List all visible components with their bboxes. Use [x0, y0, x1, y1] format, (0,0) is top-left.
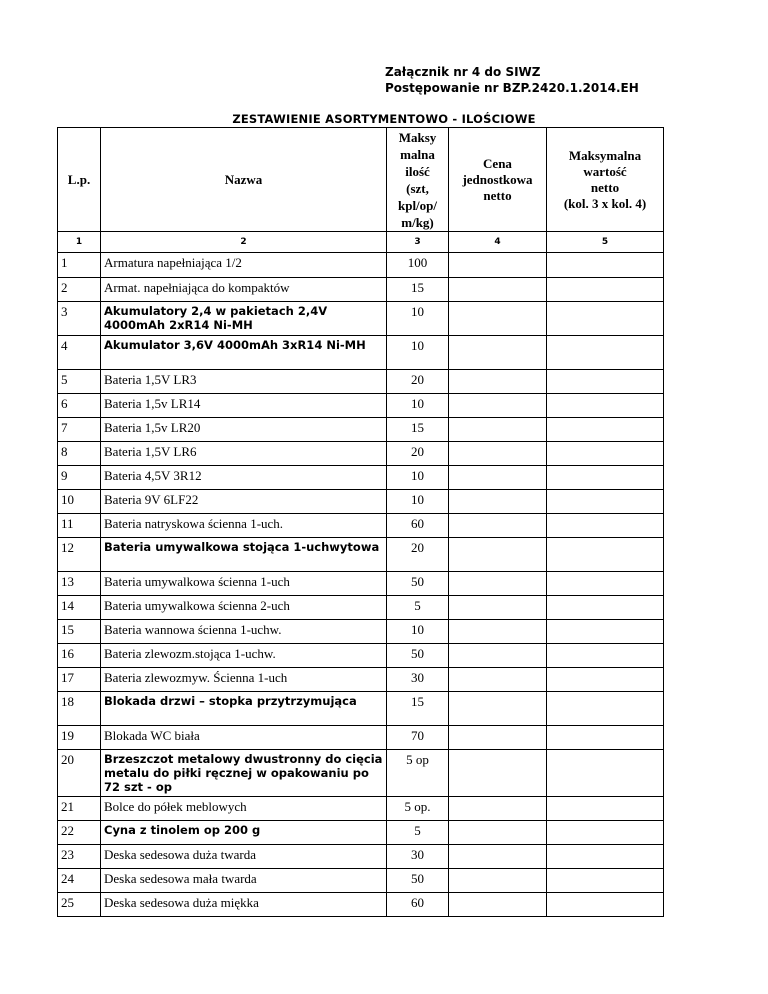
col-header-value-line: (kol. 3 x kol. 4) — [563, 195, 647, 211]
cell-name: Bateria 9V 6LF22 — [101, 490, 387, 514]
col-header-price — [449, 128, 547, 232]
cell-value — [547, 302, 664, 336]
col-header-qty-line: ilość — [405, 163, 430, 179]
cell-price — [449, 278, 547, 302]
cell-price — [449, 893, 547, 917]
cell-value — [547, 644, 664, 668]
cell-qty: 20 — [387, 370, 449, 394]
cell-price — [449, 726, 547, 750]
cell-price — [449, 596, 547, 620]
col-header-qty-line: malna — [400, 146, 435, 162]
cell-qty: 30 — [387, 845, 449, 869]
table-row — [58, 620, 664, 644]
cell-price — [449, 442, 547, 466]
col-header-value-line: Maksymalna wartość — [568, 147, 642, 179]
cell-value — [547, 538, 664, 572]
col-header-qty — [387, 128, 449, 232]
cell-qty: 70 — [387, 726, 449, 750]
cell-value — [547, 692, 664, 726]
cell-name: Armatura napełniająca 1/2 — [101, 253, 387, 278]
column-number: 5 — [547, 232, 664, 253]
cell-name: Cyna z tinolem op 200 g — [101, 821, 387, 845]
table-row — [58, 442, 664, 466]
cell-name: Bateria 1,5v LR14 — [101, 394, 387, 418]
cell-qty: 50 — [387, 644, 449, 668]
cell-name: Bateria 1,5V LR6 — [101, 442, 387, 466]
col-header-lp: L.p. — [58, 128, 101, 232]
cell-name: Bateria umywalkowa ścienna 2-uch — [101, 596, 387, 620]
table-row — [58, 278, 664, 302]
cell-value — [547, 418, 664, 442]
cell-name: Bateria zlewozmyw. Ścienna 1-uch — [101, 668, 387, 692]
col-header-price-line: netto — [483, 187, 512, 203]
cell-lp: 21 — [58, 797, 101, 821]
cell-name: Bateria natryskowa ścienna 1-uch. — [101, 514, 387, 538]
cell-name: Bateria umywalkowa stojąca 1-uchwytowa — [101, 538, 387, 572]
cell-qty: 50 — [387, 869, 449, 893]
cell-name: Deska sedesowa duża miękka — [101, 893, 387, 917]
cell-name: Deska sedesowa mała twarda — [101, 869, 387, 893]
cell-name: Bateria umywalkowa ścienna 1-uch — [101, 572, 387, 596]
table-row — [58, 596, 664, 620]
column-number: 1 — [58, 232, 101, 253]
cell-value — [547, 668, 664, 692]
cell-name: Blokada drzwi – stopka przytrzymująca — [101, 692, 387, 726]
cell-lp: 8 — [58, 442, 101, 466]
cell-qty: 20 — [387, 538, 449, 572]
cell-value — [547, 394, 664, 418]
cell-price — [449, 692, 547, 726]
cell-lp: 18 — [58, 692, 101, 726]
cell-value — [547, 442, 664, 466]
table-row — [58, 869, 664, 893]
document-header — [385, 64, 639, 96]
cell-value — [547, 466, 664, 490]
cell-qty: 5 — [387, 821, 449, 845]
col-header-qty-line: Maksy — [398, 129, 437, 145]
cell-value — [547, 596, 664, 620]
table-row — [58, 572, 664, 596]
cell-price — [449, 821, 547, 845]
col-header-qty-line: kpl/op/ — [397, 197, 438, 213]
cell-value — [547, 869, 664, 893]
table-row — [58, 845, 664, 869]
cell-value — [547, 726, 664, 750]
cell-lp: 9 — [58, 466, 101, 490]
cell-qty: 60 — [387, 514, 449, 538]
cell-name: Bateria 1,5V LR3 — [101, 370, 387, 394]
cell-name: Akumulator 3,6V 4000mAh 3xR14 Ni-MH — [101, 336, 387, 370]
col-header-price-line: Cena — [483, 155, 512, 171]
cell-value — [547, 278, 664, 302]
cell-lp: 16 — [58, 644, 101, 668]
col-header-value-line: netto — [590, 179, 620, 195]
cell-lp: 17 — [58, 668, 101, 692]
cell-value — [547, 821, 664, 845]
col-header-price-line: jednostkowa — [462, 171, 533, 187]
cell-lp: 5 — [58, 370, 101, 394]
table-row — [58, 821, 664, 845]
cell-qty: 15 — [387, 278, 449, 302]
column-number: 2 — [101, 232, 387, 253]
table-row — [58, 668, 664, 692]
cell-price — [449, 302, 547, 336]
cell-lp: 7 — [58, 418, 101, 442]
col-header-qty-line: (szt, — [406, 180, 429, 196]
table-row — [58, 797, 664, 821]
cell-lp: 19 — [58, 726, 101, 750]
column-number: 4 — [449, 232, 547, 253]
cell-value — [547, 514, 664, 538]
cell-price — [449, 490, 547, 514]
cell-name: Armat. napełniająca do kompaktów — [101, 278, 387, 302]
cell-price — [449, 336, 547, 370]
cell-name: Bateria wannowa ścienna 1-uchw. — [101, 620, 387, 644]
cell-name: Bateria zlewozm.stojąca 1-uchw. — [101, 644, 387, 668]
table-row — [58, 750, 664, 797]
cell-qty: 60 — [387, 893, 449, 917]
cell-qty: 15 — [387, 692, 449, 726]
cell-lp: 3 — [58, 302, 101, 336]
cell-lp: 20 — [58, 750, 101, 797]
cell-name: Bateria 1,5v LR20 — [101, 418, 387, 442]
cell-qty: 5 op. — [387, 797, 449, 821]
cell-lp: 15 — [58, 620, 101, 644]
cell-lp: 4 — [58, 336, 101, 370]
cell-qty: 10 — [387, 620, 449, 644]
column-number-row — [58, 232, 664, 253]
cell-price — [449, 253, 547, 278]
cell-name: Bolce do półek meblowych — [101, 797, 387, 821]
cell-name: Akumulatory 2,4 w pakietach 2,4V 4000mAh 2xR14 Ni-MH — [101, 302, 387, 336]
cell-lp: 13 — [58, 572, 101, 596]
column-number: 3 — [387, 232, 449, 253]
cell-qty: 20 — [387, 442, 449, 466]
cell-lp: 14 — [58, 596, 101, 620]
cell-value — [547, 490, 664, 514]
col-header-qty-line: m/kg) — [401, 214, 434, 230]
cell-qty: 10 — [387, 394, 449, 418]
cell-qty: 10 — [387, 302, 449, 336]
cell-name: Deska sedesowa duża twarda — [101, 845, 387, 869]
cell-price — [449, 620, 547, 644]
cell-price — [449, 538, 547, 572]
cell-qty: 10 — [387, 466, 449, 490]
cell-price — [449, 644, 547, 668]
cell-price — [449, 668, 547, 692]
table-row — [58, 490, 664, 514]
cell-price — [449, 750, 547, 797]
cell-value — [547, 797, 664, 821]
cell-value — [547, 620, 664, 644]
cell-lp: 24 — [58, 869, 101, 893]
cell-name: Bateria 4,5V 3R12 — [101, 466, 387, 490]
table-row — [58, 644, 664, 668]
cell-value — [547, 893, 664, 917]
page-title: ZESTAWIENIE ASORTYMENTOWO - ILOŚCIOWE — [232, 112, 536, 126]
cell-name: Blokada WC biała — [101, 726, 387, 750]
cell-price — [449, 514, 547, 538]
cell-name: Brzeszczot metalowy dwustronny do cięcia metalu do piłki ręcznej w opakowaniu po 72 szt - op — [101, 750, 387, 797]
cell-lp: 25 — [58, 893, 101, 917]
cell-price — [449, 572, 547, 596]
cell-lp: 6 — [58, 394, 101, 418]
table-row — [58, 418, 664, 442]
cell-qty: 100 — [387, 253, 449, 278]
cell-qty: 5 — [387, 596, 449, 620]
attachment-label: Załącznik nr 4 do SIWZ — [385, 65, 541, 79]
cell-lp: 22 — [58, 821, 101, 845]
table-row — [58, 893, 664, 917]
cell-qty: 5 op — [387, 750, 449, 797]
cell-lp: 23 — [58, 845, 101, 869]
table-row — [58, 466, 664, 490]
cell-price — [449, 370, 547, 394]
cell-qty: 10 — [387, 336, 449, 370]
cell-price — [449, 797, 547, 821]
cell-lp: 1 — [58, 253, 101, 278]
table-row — [58, 336, 664, 370]
cell-qty: 10 — [387, 490, 449, 514]
cell-price — [449, 845, 547, 869]
col-header-name: Nazwa — [101, 128, 387, 232]
cell-value — [547, 370, 664, 394]
table-row — [58, 253, 664, 278]
cell-price — [449, 418, 547, 442]
cell-lp: 10 — [58, 490, 101, 514]
cell-value — [547, 336, 664, 370]
cell-lp: 11 — [58, 514, 101, 538]
cell-lp: 2 — [58, 278, 101, 302]
table-row — [58, 726, 664, 750]
cell-qty: 15 — [387, 418, 449, 442]
table-row — [58, 538, 664, 572]
table-row — [58, 692, 664, 726]
cell-value — [547, 750, 664, 797]
cell-price — [449, 869, 547, 893]
cell-price — [449, 466, 547, 490]
table-row — [58, 302, 664, 336]
cell-lp: 12 — [58, 538, 101, 572]
col-header-value — [547, 128, 664, 232]
table-row — [58, 514, 664, 538]
cell-price — [449, 394, 547, 418]
cell-qty: 50 — [387, 572, 449, 596]
table-header-row — [58, 128, 664, 232]
cell-value — [547, 572, 664, 596]
table-row — [58, 370, 664, 394]
assortment-table — [57, 127, 664, 917]
cell-value — [547, 253, 664, 278]
table-row — [58, 394, 664, 418]
procedure-number: Postępowanie nr BZP.2420.1.2014.EH — [385, 81, 639, 95]
cell-value — [547, 845, 664, 869]
cell-qty: 30 — [387, 668, 449, 692]
